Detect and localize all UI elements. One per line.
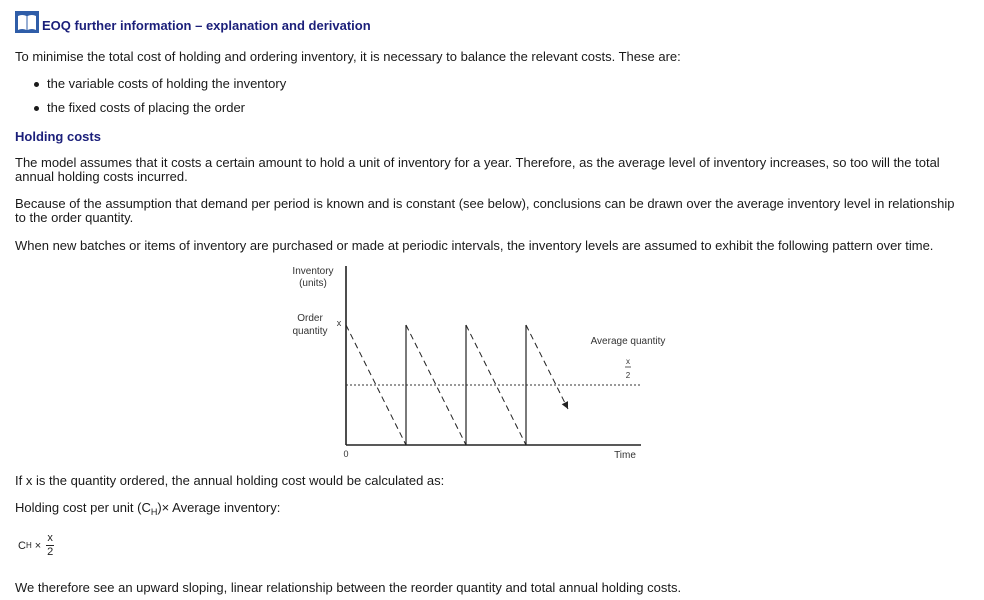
average-fraction-numerator: x (626, 357, 630, 366)
x-axis-label: Time (614, 450, 636, 461)
y-axis-label-line2: (units) (299, 278, 327, 289)
conclusion-paragraph: We therefore see an upward sloping, linear relationship between the reorder quantity and total annual holding costs. (15, 580, 682, 595)
depletion-line (526, 325, 568, 409)
formula-c: C (18, 539, 26, 552)
bullet-text: the fixed costs of placing the order (47, 100, 246, 115)
average-quantity-label: Average quantity (590, 336, 666, 347)
average-fraction-denominator: 2 (625, 371, 631, 380)
page-title: EOQ further information – explanation and derivation (42, 17, 371, 33)
holding-cost-intro: If x is the quantity ordered, the annual holding cost would be calculated as: (15, 473, 445, 488)
peak-x-label: x (336, 318, 342, 328)
holding-paragraph-1: The model assumes that it costs a certain amount to hold a unit of inventory for a year. Therefore, as the average level of inventory increases, so too will the total annual holding costs incurred. (15, 155, 940, 184)
order-quantity-label-line2: quantity (292, 326, 328, 337)
bullet-text: the variable costs of holding the inventory (47, 76, 287, 91)
depletion-arrowhead (562, 401, 568, 409)
section-heading (15, 11, 371, 33)
holding-costs-heading: Holding costs (15, 129, 101, 144)
formula-fraction (46, 533, 54, 558)
formula-numerator: x (47, 532, 53, 544)
formula-text-post: )× Average inventory: (157, 500, 281, 515)
holding-cost-formula-text (15, 501, 955, 519)
holding-cost-formula (18, 533, 54, 558)
formula-denominator: 2 (47, 546, 54, 558)
origin-label: 0 (343, 449, 349, 459)
formula-times: × (34, 539, 42, 552)
book-icon (15, 11, 39, 33)
formula-text-pre: Holding cost per unit (C (15, 500, 151, 515)
formula-subscript: H (25, 541, 32, 550)
order-quantity-label-line1: Order (297, 313, 323, 324)
y-axis-label-line1: Inventory (292, 266, 334, 277)
holding-paragraph-2: Because of the assumption that demand per period is known and is constant (see below), conclusions can be drawn over the average inventory level in relationship to the order quantity. (15, 196, 955, 225)
formula-text-subscript: H (150, 507, 158, 517)
holding-paragraph-3: When new batches or items of inventory are purchased or made at periodic intervals, the inventory levels are assumed to exhibit the following pattern over time. (15, 238, 934, 253)
inventory-chart (280, 260, 680, 465)
bullet-item (34, 101, 245, 115)
bullet-item (34, 77, 286, 91)
intro-paragraph: To minimise the total cost of holding and ordering inventory, it is necessary to balance the relevant costs. These are: (15, 49, 681, 64)
